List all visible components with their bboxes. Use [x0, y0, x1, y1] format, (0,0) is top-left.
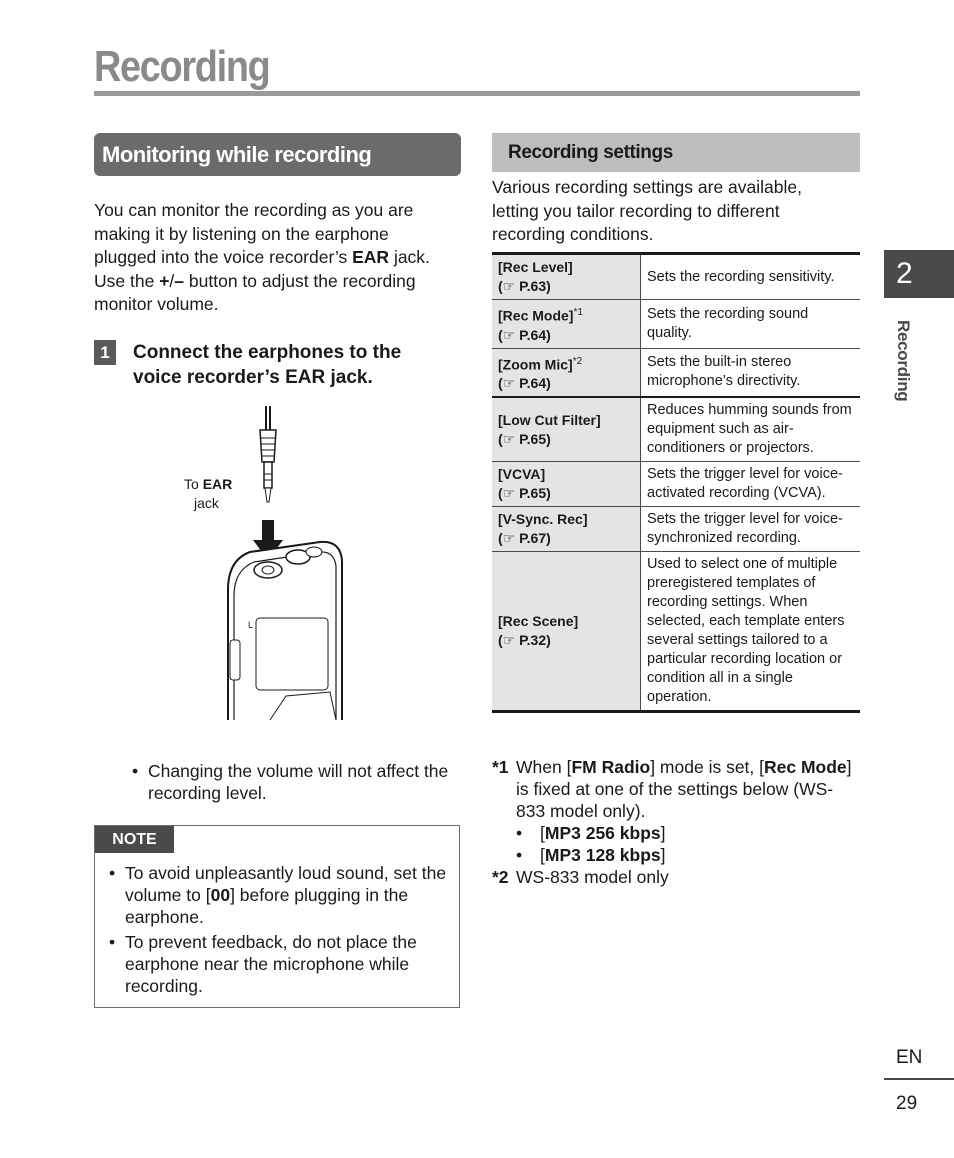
setting-name-cell: [Rec Mode]$^{*1}$ (☞ P.64) — [492, 300, 641, 349]
settings-row — [492, 507, 860, 552]
footnote-option: • [MP3 256 kbps] — [516, 823, 666, 843]
setting-description: Sets the recording sensitivity. — [647, 268, 835, 285]
svg-text:L: L — [248, 620, 254, 630]
earphone-recorder-illustration — [170, 400, 370, 720]
note-box — [94, 825, 460, 1008]
chapter-tab: 2 — [884, 250, 954, 298]
setting-name: Rec Scene — [502, 613, 574, 630]
page-number-rule — [884, 1078, 954, 1080]
page-reference-icon: ☞ — [502, 326, 516, 343]
setting-description: Sets the trigger level for voice-activated recording (VCVA). — [647, 466, 843, 502]
page-reference: P.65 — [519, 485, 547, 502]
page-reference: P.64 — [519, 326, 547, 343]
footnote-2: *2 WS-833 model only — [492, 867, 669, 887]
setting-name: Rec Mode — [502, 307, 569, 324]
page-reference: P.32 — [519, 632, 547, 649]
page-title: Recording — [94, 42, 270, 91]
page-reference: P.65 — [519, 430, 547, 447]
illus-label-jack: jack — [194, 495, 219, 511]
setting-name-cell: [V-Sync. Rec] (☞ P.67) — [492, 507, 641, 552]
page-reference-icon: ☞ — [502, 632, 516, 649]
footnote-1: *1 When [FM Radio] mode is set, [Rec Mode] is fixed at one of the settings below (WS-833 model only). — [492, 757, 852, 821]
setting-name: V-Sync. Rec — [502, 511, 583, 528]
page-reference-icon: ☞ — [502, 375, 516, 392]
settings-row — [492, 462, 860, 507]
settings-heading: Recording settings — [492, 133, 860, 172]
settings-row — [492, 300, 860, 349]
setting-name: Zoom Mic — [502, 356, 569, 373]
setting-name-cell: [Low Cut Filter] (☞ P.65) — [492, 397, 641, 462]
setting-name: Rec Level — [502, 259, 569, 275]
note-label: NOTE — [95, 826, 174, 853]
setting-description: Sets the built-in stereo microphone’s directivity. — [647, 354, 801, 390]
page-reference: P.64 — [519, 375, 547, 392]
settings-intro: Various recording settings are available, letting you tailor recording to different recording conditions. — [492, 177, 802, 244]
language-label: EN — [896, 1047, 923, 1068]
setting-name-cell: [Zoom Mic]$^{*2}$ (☞ P.64) — [492, 348, 641, 397]
settings-table — [492, 252, 860, 713]
step-number: 1 — [94, 340, 116, 365]
settings-row — [492, 348, 860, 397]
footnotes — [492, 756, 860, 888]
setting-name-cell: [VCVA] (☞ P.65) — [492, 462, 641, 507]
monitoring-intro: You can monitor the recording as you are making it by listening on the earphone plugged into the voice recorder’s EAR jack. Use the +/– button to adjust the recording monitor volume. — [94, 200, 430, 314]
setting-description: Used to select one of multiple preregistered templates of recording settings. When selected, each template enters several settings tailored to a particular recording location or condition all in a single operation. — [647, 556, 845, 706]
title-rule — [94, 91, 860, 96]
settings-row — [492, 254, 860, 300]
setting-name: Low Cut Filter — [502, 411, 596, 428]
page-reference-icon: ☞ — [502, 430, 516, 447]
illus-label-to-ear: To EAR — [184, 476, 233, 492]
volume-bullet: • Changing the volume will not affect the recording level. — [132, 761, 449, 803]
setting-description: Reduces humming sounds from equipment such as air-conditioners or projectors. — [647, 402, 852, 457]
page-reference-icon: ☞ — [502, 485, 516, 502]
setting-name: VCVA — [502, 466, 541, 483]
settings-row — [492, 552, 860, 712]
note-item: • To avoid unpleasantly loud sound, set the volume to [00] before plugging in the earphone. — [109, 863, 447, 927]
side-chapter-label: Recording — [894, 320, 913, 402]
page-reference: P.63 — [519, 278, 547, 294]
setting-name-cell: [Rec Level] (☞ P.63) — [492, 254, 641, 300]
setting-description: Sets the recording sound quality. — [647, 305, 809, 341]
step-text: Connect the earphones to the voice recorder’s EAR jack. — [133, 342, 402, 388]
setting-footnote-mark: *2 — [572, 355, 583, 367]
footnote-option: • [MP3 128 kbps] — [516, 845, 666, 865]
monitoring-heading: Monitoring while recording — [94, 133, 461, 176]
setting-footnote-mark: *1 — [573, 307, 583, 318]
setting-name-cell: [Rec Scene] (☞ P.32) — [492, 552, 641, 712]
settings-row — [492, 397, 860, 462]
page-reference-icon: ☞ — [502, 530, 516, 547]
note-item: • To prevent feedback, do not place the earphone near the microphone while recording. — [109, 932, 417, 996]
page-reference-icon: ☞ — [502, 278, 516, 294]
setting-description: Sets the trigger level for voice-synchronized recording. — [647, 511, 843, 547]
page-number: 29 — [896, 1093, 918, 1114]
page-reference: P.67 — [519, 530, 547, 547]
note-list — [109, 862, 449, 1000]
